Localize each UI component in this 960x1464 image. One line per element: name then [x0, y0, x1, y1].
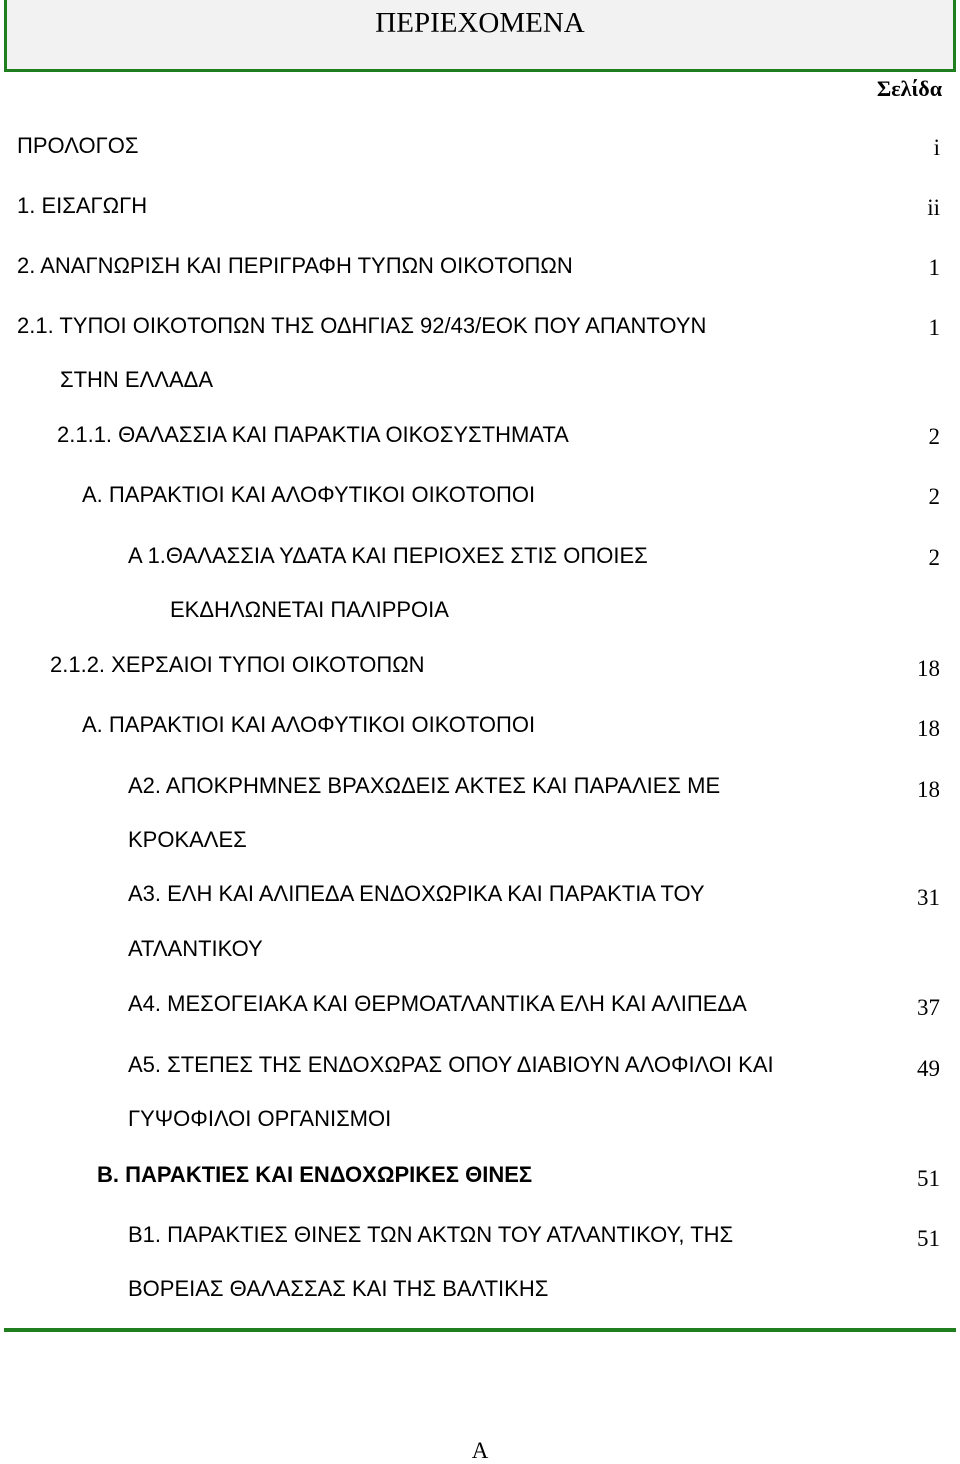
toc-entry-text: ΕΚΔΗΛΩΝΕΤΑΙ ΠΑΛΙΡΡΟΙΑ — [170, 597, 449, 622]
toc-entry-text: ΒΟΡΕΙΑΣ ΘΑΛΑΣΣΑΣ ΚΑΙ ΤΗΣ ΒΑΛΤΙΚΗΣ — [128, 1276, 549, 1301]
toc-entry-text: 2.1.1. ΘΑΛΑΣΣΙΑ ΚΑΙ ΠΑΡΑΚΤΙΑ ΟΙΚΟΣΥΣΤΗΜΑΤΑ — [57, 422, 569, 447]
toc-entry-text: 2.1.2. ΧΕΡΣΑΙΟΙ ΤΥΠΟΙ ΟΙΚΟΤΟΠΩΝ — [50, 652, 425, 677]
toc-entry-text: Α4. ΜΕΣΟΓΕΙΑΚΑ ΚΑΙ ΘΕΡΜΟΑΤΛΑΝΤΙΚΑ ΕΛΗ ΚΑΙ ΑΛΙΠΕΔΑ — [128, 991, 747, 1016]
toc-entry-text: Β1. ΠΑΡΑΚΤΙΕΣ ΘΙΝΕΣ ΤΩΝ ΑΚΤΩΝ ΤΟΥ ΑΤΛΑΝΤΙΚΟΥ, ΤΗΣ — [128, 1222, 734, 1247]
toc-entry-text: ΑΤΛΑΝΤΙΚΟΥ — [128, 936, 263, 961]
toc-entry-text: ΓΥΨΟΦΙΛΟΙ ΟΡΓΑΝΙΣΜΟΙ — [128, 1106, 392, 1131]
toc-entry-text: Α. ΠΑΡΑΚΤΙΟΙ ΚΑΙ ΑΛΟΦΥΤΙΚΟΙ ΟΙΚΟΤΟΠΟΙ — [82, 482, 536, 507]
toc-entry-page-number: ii — [927, 195, 940, 220]
toc-entry-page-number: 2 — [928, 545, 940, 570]
toc-entry-text: Α3. ΕΛΗ ΚΑΙ ΑΛΙΠΕΔΑ ΕΝΔΟΧΩΡΙΚΑ ΚΑΙ ΠΑΡΑΚΤΙΑ ΤΟΥ — [128, 881, 705, 906]
toc-entry-text: 2.1. ΤΥΠΟΙ ΟΙΚΟΤΟΠΩΝ ΤΗΣ ΟΔΗΓΙΑΣ 92/43/ΕΟΚ ΠΟΥ ΑΠΑΝΤΟΥΝ — [17, 313, 707, 338]
title-box — [4, 0, 956, 72]
toc-entry-page-number: 2 — [928, 484, 940, 509]
toc-entry-page-number: 1 — [928, 255, 940, 280]
toc-entry-text: Α5. ΣΤΕΠΕΣ ΤΗΣ ΕΝΔΟΧΩΡΑΣ ΟΠΟΥ ΔΙΑΒΙΟΥΝ ΑΛΟΦΙΛΟΙ ΚΑΙ — [128, 1052, 774, 1077]
toc-entry-text: ΠΡΟΛΟΓΟΣ — [17, 133, 139, 158]
toc-entry-page-number: 51 — [917, 1166, 940, 1191]
toc-entry-page-number: 31 — [917, 885, 940, 910]
toc-entry-text: ΣΤΗΝ ΕΛΛΑΔΑ — [60, 367, 214, 392]
footer-page-letter: A — [471, 1438, 489, 1463]
toc-entry-text: Α. ΠΑΡΑΚΤΙΟΙ ΚΑΙ ΑΛΟΦΥΤΙΚΟΙ ΟΙΚΟΤΟΠΟΙ — [82, 712, 536, 737]
toc-entry-text: 1. ΕΙΣΑΓΩΓΗ — [17, 193, 148, 218]
page-column-label: Σελίδα — [876, 76, 942, 101]
toc-entry-page-number: 18 — [917, 777, 940, 802]
toc-entry-page-number: 2 — [928, 424, 940, 449]
toc-entry-page-number: 1 — [928, 315, 940, 340]
toc-entry-page-number: 18 — [917, 716, 940, 741]
toc-entry-page-number: 18 — [917, 656, 940, 681]
toc-entry-text: ΚΡΟΚΑΛΕΣ — [128, 827, 247, 852]
toc-entry-page-number: i — [933, 135, 940, 160]
toc-entry-text: Α2. ΑΠΟΚΡΗΜΝΕΣ ΒΡΑΧΩΔΕΙΣ ΑΚΤΕΣ ΚΑΙ ΠΑΡΑΛΙΕΣ ΜΕ — [128, 773, 721, 798]
toc-entry-text: 2. ΑΝΑΓΝΩΡΙΣΗ ΚΑΙ ΠΕΡΙΓΡΑΦΗ ΤΥΠΩΝ ΟΙΚΟΤΟΠΩΝ — [17, 253, 573, 278]
bottom-rule — [4, 1328, 956, 1332]
toc-entry-page-number: 37 — [917, 995, 940, 1020]
page-title: ΠΕΡΙΕΧΟΜΕΝΑ — [375, 7, 585, 39]
toc-entry-text: Β. ΠΑΡΑΚΤΙΕΣ ΚΑΙ ΕΝΔΟΧΩΡΙΚΕΣ ΘΙΝΕΣ — [97, 1162, 533, 1187]
toc-entry-page-number: 49 — [917, 1056, 940, 1081]
toc-entry-page-number: 51 — [917, 1226, 940, 1251]
toc-entry-text: Α 1.ΘΑΛΑΣΣΙΑ ΥΔΑΤΑ ΚΑΙ ΠΕΡΙΟΧΕΣ ΣΤΙΣ ΟΠΟΙΕΣ — [128, 543, 648, 568]
